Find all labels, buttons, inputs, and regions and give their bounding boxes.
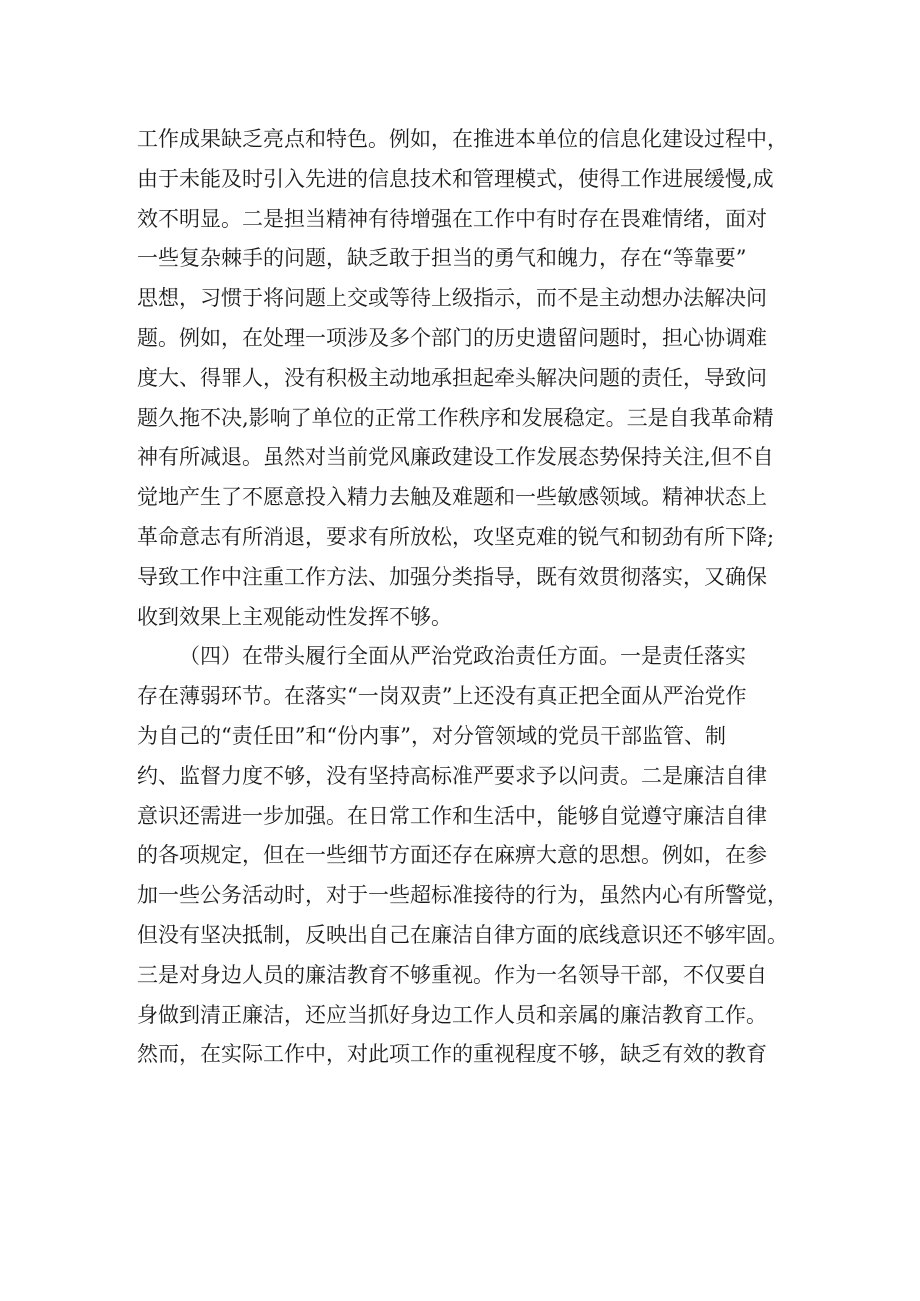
- text-line: 革命意志有所消退，要求有所放松，攻坚克难的锐气和韧劲有所下降;: [137, 524, 775, 549]
- document-body: [137, 120, 787, 1075]
- text-line: 收到效果上主观能动性发挥不够。: [137, 604, 452, 629]
- text-line: 加一些公务活动时，对于一些超标准接待的行为，虽然内心有所警觉，: [137, 883, 788, 908]
- text-line: 题久拖不决,影响了单位的正常工作秩序和发展稳定。三是自我革命精: [137, 405, 774, 430]
- text-line: 一些复杂棘手的问题，缺乏敢于担当的勇气和魄力，存在“等靠要”: [137, 246, 747, 271]
- text-line: 导致工作中注重工作方法、加强分类指导，既有效贯彻落实，又确保: [137, 564, 767, 589]
- text-line: 度大、得罪人，没有积极主动地承担起牵头解决问题的责任，导致问: [137, 365, 767, 390]
- text-line: 效不明显。二是担当精神有待增强在工作中有时存在畏难情绪，面对: [137, 206, 767, 231]
- text-line: 思想，习惯于将问题上交或等待上级指示，而不是主动想办法解决问: [137, 286, 767, 311]
- text-line: 神有所减退。虽然对当前党风廉政建设工作发展态势保持关注,但不自: [137, 445, 774, 470]
- text-line: 三是对身边人员的廉洁教育不够重视。作为一名领导干部，不仅要自: [137, 962, 767, 987]
- text-line: 的各项规定，但在一些细节方面还存在麻痹大意的思想。例如，在参: [137, 843, 767, 868]
- text-line: 存在薄弱环节。在落实“一岗双责”上还没有真正把全面从严治党作: [137, 684, 747, 709]
- text-line: 工作成果缺乏亮点和特色。例如，在推进本单位的信息化建设过程中，: [137, 127, 788, 151]
- text-line: 觉地产生了不愿意投入精力去触及难题和一些敏感领域。精神状态上: [137, 485, 767, 510]
- text-line: 身做到清正廉洁，还应当抓好身边工作人员和亲属的廉洁教育工作。: [137, 1002, 767, 1027]
- text-line: 题。例如，在处理一项涉及多个部门的历史遗留问题时，担心协调难: [137, 325, 767, 350]
- text-line: 意识还需进一步加强。在日常工作和生活中，能够自觉遵守廉洁自律: [137, 803, 767, 828]
- text-line: 但没有坚决抵制，反映出自己在廉洁自律方面的底线意识还不够牢固。: [137, 922, 788, 947]
- text-line: 约、监督力度不够，没有坚持高标准严要求予以问责。二是廉洁自律: [137, 763, 767, 788]
- text-line: 然而，在实际工作中，对此项工作的重视程度不够，缺乏有效的教育: [137, 1042, 767, 1067]
- text-line: 为自己的“责任田”和“份内事”，对分管领域的党员干部监管、制: [137, 723, 726, 748]
- text-line: 由于未能及时引入先进的信息技术和管理模式，使得工作进展缓慢,成: [137, 166, 774, 191]
- section-heading-line: （四）在带头履行全面从严治党政治责任方面。一是责任落实: [179, 644, 746, 669]
